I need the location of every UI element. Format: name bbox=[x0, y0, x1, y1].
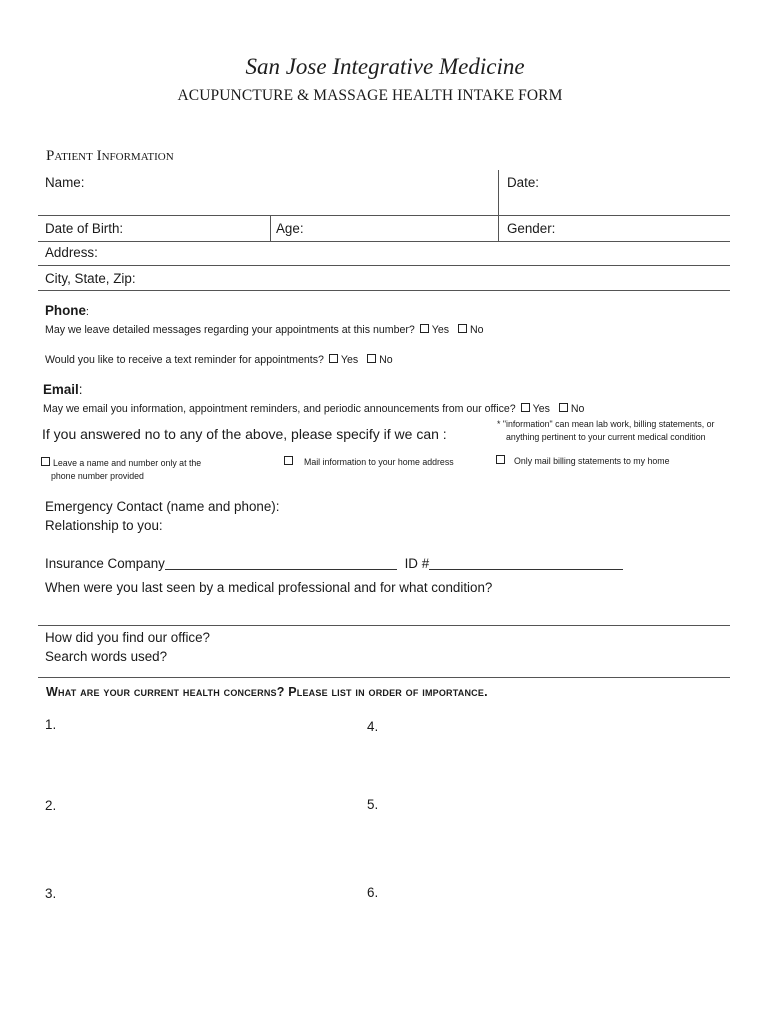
insurance-id-label: ID # bbox=[404, 556, 430, 571]
line-address bbox=[38, 265, 730, 266]
concern-1: 1. bbox=[45, 717, 57, 732]
dob-age-divider bbox=[270, 215, 271, 241]
city-state-zip-label: City, State, Zip: bbox=[45, 271, 136, 286]
concern-5: 5. bbox=[367, 797, 379, 812]
line-last-seen bbox=[38, 625, 730, 626]
email-consent-question: May we email you information, appointment reminders, and periodic announcements from our office? bbox=[43, 403, 516, 415]
information-footnote: * "information" can mean lab work, billing statements, or anything pertinent to your current medical condition bbox=[497, 419, 715, 442]
insurance-row bbox=[45, 556, 623, 571]
text-reminder-no-checkbox[interactable] bbox=[367, 354, 376, 363]
last-seen-question: When were you last seen by a medical professional and for what condition? bbox=[45, 580, 493, 595]
specify-prompt: If you answered no to any of the above, please specify if we can : bbox=[42, 426, 447, 442]
mail-home-checkbox[interactable] bbox=[284, 456, 293, 465]
phone-messages-no-checkbox[interactable] bbox=[458, 324, 467, 333]
line-dob bbox=[38, 241, 730, 242]
form-title: ACUPUNCTURE & MASSAGE HEALTH INTAKE FORM bbox=[177, 87, 563, 104]
relationship-label: Relationship to you: bbox=[45, 518, 163, 533]
phone-label: Phone: bbox=[45, 303, 89, 318]
email-consent-yes-checkbox[interactable] bbox=[521, 403, 530, 412]
line-city bbox=[38, 290, 730, 291]
dob-label: Date of Birth: bbox=[45, 221, 124, 236]
health-concerns-heading: What are your current health concerns? Please list in order of importance. bbox=[46, 685, 488, 699]
how-found-label: How did you find our office? bbox=[45, 630, 211, 645]
option-leave-name-number: Leave a name and number only at the phone number provided bbox=[41, 457, 201, 483]
option-billing-only: Only mail billing statements to my home bbox=[494, 455, 669, 468]
text-reminder-row: Would you like to receive a text reminder for appointments? Yes No bbox=[45, 354, 393, 366]
concern-2: 2. bbox=[45, 798, 57, 813]
age-gender-divider bbox=[498, 215, 499, 241]
billing-only-checkbox[interactable] bbox=[496, 455, 505, 464]
date-label: Date: bbox=[507, 175, 540, 190]
email-label: Email: bbox=[43, 382, 83, 397]
insurance-id-field[interactable] bbox=[429, 557, 623, 570]
option-mail-home: Mail information to your home address bbox=[282, 456, 454, 469]
phone-messages-question: May we leave detailed messages regarding your appointments at this number? bbox=[45, 324, 415, 336]
name-date-divider bbox=[498, 170, 499, 215]
insurance-company-field[interactable] bbox=[165, 557, 397, 570]
line-name bbox=[38, 215, 730, 216]
line-referral bbox=[38, 677, 730, 678]
name-label: Name: bbox=[45, 175, 85, 190]
concern-4: 4. bbox=[367, 719, 379, 734]
text-reminder-question: Would you like to receive a text reminder for appointments? bbox=[45, 354, 324, 366]
search-words-label: Search words used? bbox=[45, 649, 168, 664]
address-label: Address: bbox=[45, 245, 98, 260]
email-consent-row: May we email you information, appointment reminders, and periodic announcements from our office? Yes No bbox=[43, 403, 585, 415]
gender-label: Gender: bbox=[507, 221, 556, 236]
insurance-company-label: Insurance Company bbox=[45, 556, 165, 571]
leave-name-number-checkbox[interactable] bbox=[41, 457, 50, 466]
emergency-contact-label: Emergency Contact (name and phone): bbox=[45, 499, 280, 514]
age-label: Age: bbox=[276, 221, 304, 236]
concern-3: 3. bbox=[45, 886, 57, 901]
patient-info-heading: Patient Information bbox=[46, 148, 174, 164]
phone-messages-row: May we leave detailed messages regarding your appointments at this number? Yes No bbox=[45, 324, 484, 336]
email-consent-no-checkbox[interactable] bbox=[559, 403, 568, 412]
concern-6: 6. bbox=[367, 885, 379, 900]
clinic-name: San Jose Integrative Medicine bbox=[245, 54, 525, 79]
text-reminder-yes-checkbox[interactable] bbox=[329, 354, 338, 363]
phone-messages-yes-checkbox[interactable] bbox=[420, 324, 429, 333]
